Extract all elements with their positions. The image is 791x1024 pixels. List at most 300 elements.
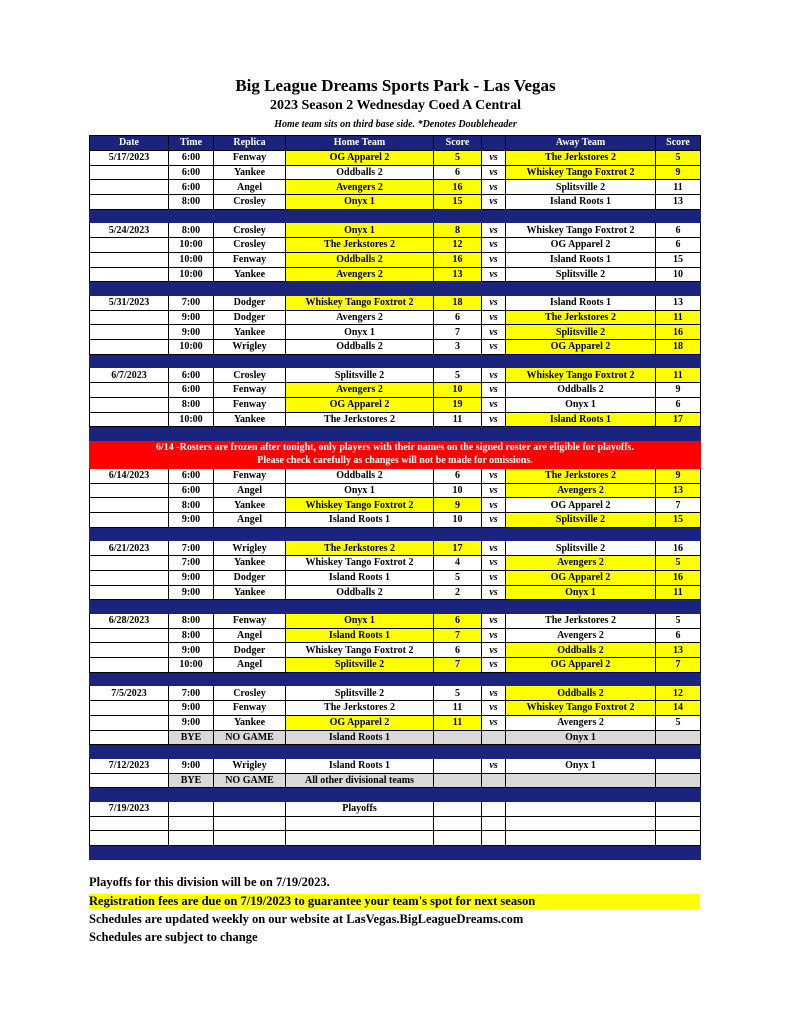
column-header: Replica [214,136,286,151]
game-row [90,801,701,816]
game-date: 7/19/2023 [90,801,169,816]
home-team: The Jerkstores 2 [286,541,434,556]
home-score: 15 [434,195,482,210]
game-date [90,397,169,412]
versus-label: vs [482,412,506,427]
away-team: Onyx 1 [506,730,656,745]
versus-label [482,831,506,846]
versus-label: vs [482,325,506,340]
game-time: 8:00 [169,628,214,643]
roster-notice-line: 6/14 -Rosters are frozen after tonight, only players with their names on the signed roster are eligible for playoffs. [156,442,634,454]
game-time: 9:00 [169,643,214,658]
home-score: 10 [434,513,482,528]
home-team: Avengers 2 [286,383,434,398]
game-row [90,223,701,238]
away-team: OG Apparel 2 [506,340,656,355]
home-team: Oddballs 2 [286,585,434,600]
away-team: Splitsville 2 [506,513,656,528]
home-team: OG Apparel 2 [286,150,434,165]
game-time: 10:00 [169,252,214,267]
home-team: Oddballs 2 [286,165,434,180]
separator-cell [90,354,701,368]
game-time: 10:00 [169,658,214,673]
game-field: Crosley [214,686,286,701]
away-team: Onyx 1 [506,585,656,600]
versus-label: vs [482,310,506,325]
home-team: Playoffs [286,801,434,816]
game-field: Crosley [214,238,286,253]
separator-cell [90,672,701,686]
home-score: 7 [434,325,482,340]
game-date: 6/7/2023 [90,368,169,383]
home-team: Avengers 2 [286,180,434,195]
game-date [90,498,169,513]
home-team: Avengers 2 [286,310,434,325]
game-time: 7:00 [169,295,214,310]
game-field [214,831,286,846]
versus-label [482,773,506,788]
home-score: 10 [434,383,482,398]
game-time: 8:00 [169,195,214,210]
game-field: Fenway [214,468,286,483]
game-row [90,816,701,831]
game-date: 5/31/2023 [90,295,169,310]
bye-row [90,730,701,745]
game-row [90,412,701,427]
game-field: Dodger [214,643,286,658]
away-score: 14 [656,701,701,716]
away-team: The Jerkstores 2 [506,468,656,483]
game-time: 8:00 [169,613,214,628]
game-row [90,340,701,355]
game-date [90,701,169,716]
away-team: Avengers 2 [506,628,656,643]
away-score [656,831,701,846]
away-score: 5 [656,556,701,571]
game-field: Yankee [214,585,286,600]
versus-label: vs [482,195,506,210]
schedule-body [90,150,701,859]
versus-label: vs [482,150,506,165]
week-separator [90,427,701,441]
versus-label: vs [482,643,506,658]
away-score: 15 [656,252,701,267]
roster-notice [90,440,701,468]
game-field: Yankee [214,267,286,282]
game-row [90,831,701,846]
game-field: Wrigley [214,541,286,556]
column-header: Score [656,136,701,151]
away-score: 6 [656,628,701,643]
away-team: OG Apparel 2 [506,498,656,513]
game-row [90,165,701,180]
game-row [90,468,701,483]
table-header-row [90,136,701,151]
footer-registration-note: Registration fees are due on 7/19/2023 to guarantee your team's spot for next season [89,894,700,909]
home-score: 6 [434,165,482,180]
game-date [90,773,169,788]
away-team: Oddballs 2 [506,686,656,701]
game-row [90,570,701,585]
away-team: Splitsville 2 [506,325,656,340]
game-date: 5/24/2023 [90,223,169,238]
home-team [286,816,434,831]
game-date [90,556,169,571]
home-team: Onyx 1 [286,223,434,238]
game-date [90,816,169,831]
home-score: 11 [434,715,482,730]
footer-website-note: Schedules are updated weekly on our website at LasVegas.BigLeagueDreams.com [89,912,524,926]
away-score: 15 [656,513,701,528]
game-date [90,325,169,340]
game-field [214,801,286,816]
away-team: Whiskey Tango Foxtrot 2 [506,165,656,180]
home-score: 6 [434,468,482,483]
versus-label: vs [482,483,506,498]
game-field: NO GAME [214,773,286,788]
game-date: 6/21/2023 [90,541,169,556]
column-header: Away Team [506,136,656,151]
page-title: Big League Dreams Sports Park - Las Vegas [235,76,556,95]
home-team: OG Apparel 2 [286,397,434,412]
separator-cell [90,427,701,441]
away-score: 6 [656,223,701,238]
versus-label: vs [482,613,506,628]
game-field: Angel [214,658,286,673]
away-score [656,816,701,831]
game-time: 6:00 [169,383,214,398]
versus-label: vs [482,556,506,571]
week-separator [90,282,701,296]
home-team [286,831,434,846]
game-time: 8:00 [169,397,214,412]
game-time: 9:00 [169,715,214,730]
home-team: Whiskey Tango Foxtrot 2 [286,295,434,310]
home-team: Whiskey Tango Foxtrot 2 [286,643,434,658]
game-date: 5/17/2023 [90,150,169,165]
versus-label: vs [482,570,506,585]
away-team: Splitsville 2 [506,267,656,282]
game-time: 6:00 [169,368,214,383]
away-score: 11 [656,310,701,325]
week-separator [90,209,701,223]
away-score: 16 [656,541,701,556]
game-time [169,831,214,846]
game-row [90,715,701,730]
away-score [656,801,701,816]
game-date [90,643,169,658]
game-field: Angel [214,628,286,643]
game-field: Fenway [214,397,286,412]
game-date [90,310,169,325]
home-score: 10 [434,483,482,498]
versus-label: vs [482,701,506,716]
game-time: 9:00 [169,310,214,325]
game-row [90,701,701,716]
game-date [90,831,169,846]
versus-label: vs [482,468,506,483]
home-score [434,773,482,788]
separator-cell [90,600,701,614]
home-score: 4 [434,556,482,571]
game-time: 6:00 [169,483,214,498]
roster-notice-text [90,440,701,468]
game-row [90,658,701,673]
home-score: 5 [434,686,482,701]
game-time: BYE [169,730,214,745]
week-separator [90,745,701,759]
home-team: Onyx 1 [286,483,434,498]
game-field: Fenway [214,252,286,267]
away-team: Whiskey Tango Foxtrot 2 [506,368,656,383]
home-score: 5 [434,368,482,383]
away-score: 13 [656,295,701,310]
game-row [90,267,701,282]
game-field [214,816,286,831]
game-time: 9:00 [169,513,214,528]
home-score: 18 [434,295,482,310]
home-team: Whiskey Tango Foxtrot 2 [286,556,434,571]
away-team: OG Apparel 2 [506,238,656,253]
game-row [90,252,701,267]
away-score: 16 [656,570,701,585]
home-team: Splitsville 2 [286,658,434,673]
game-time: 8:00 [169,498,214,513]
home-team: Splitsville 2 [286,686,434,701]
game-field: Yankee [214,165,286,180]
game-field: Yankee [214,715,286,730]
home-score: 12 [434,238,482,253]
separator-cell [90,788,701,802]
game-date [90,628,169,643]
page-subtitle: 2023 Season 2 Wednesday Coed A Central [270,98,521,113]
game-date [90,165,169,180]
versus-label [482,730,506,745]
game-row [90,686,701,701]
away-score: 7 [656,658,701,673]
game-time: 10:00 [169,267,214,282]
home-team: Onyx 1 [286,325,434,340]
away-team: The Jerkstores 2 [506,613,656,628]
home-team: Island Roots 1 [286,628,434,643]
versus-label: vs [482,686,506,701]
home-score: 16 [434,252,482,267]
away-score: 5 [656,150,701,165]
away-team: OG Apparel 2 [506,570,656,585]
game-date [90,412,169,427]
home-score: 11 [434,701,482,716]
away-score: 9 [656,468,701,483]
away-score: 6 [656,397,701,412]
away-team: Splitsville 2 [506,541,656,556]
game-date: 7/5/2023 [90,686,169,701]
game-time: 8:00 [169,223,214,238]
game-field: Yankee [214,325,286,340]
game-time: 10:00 [169,340,214,355]
home-score: 9 [434,498,482,513]
game-field: Crosley [214,223,286,238]
game-row [90,556,701,571]
home-team: Island Roots 1 [286,730,434,745]
away-score: 7 [656,498,701,513]
game-date [90,585,169,600]
game-time: 9:00 [169,570,214,585]
home-score: 17 [434,541,482,556]
home-score [434,801,482,816]
game-row [90,541,701,556]
game-field: NO GAME [214,730,286,745]
versus-label: vs [482,180,506,195]
away-score: 13 [656,483,701,498]
game-row [90,758,701,773]
away-score: 13 [656,643,701,658]
roster-notice-line: Please check carefully as changes will not be made for omissions. [257,455,533,467]
away-team: Onyx 1 [506,758,656,773]
separator-cell [90,846,701,860]
game-field: Wrigley [214,758,286,773]
home-score: 5 [434,570,482,585]
game-time [169,816,214,831]
versus-label: vs [482,252,506,267]
game-row [90,383,701,398]
versus-label: vs [482,267,506,282]
away-team [506,831,656,846]
home-score: 11 [434,412,482,427]
game-row [90,397,701,412]
game-time: 9:00 [169,701,214,716]
column-header [482,136,506,151]
home-score [434,816,482,831]
home-team: Island Roots 1 [286,758,434,773]
game-field: Angel [214,180,286,195]
game-date [90,340,169,355]
game-date [90,267,169,282]
game-date [90,238,169,253]
home-score: 6 [434,310,482,325]
footer-change-note: Schedules are subject to change [89,930,258,944]
page-note: Home team sits on third base side. *Denotes Doubleheader [274,119,517,130]
game-date [90,180,169,195]
versus-label: vs [482,758,506,773]
game-row [90,195,701,210]
away-score: 13 [656,195,701,210]
game-field: Angel [214,483,286,498]
game-field: Fenway [214,701,286,716]
versus-label: vs [482,238,506,253]
separator-cell [90,527,701,541]
versus-label: vs [482,585,506,600]
home-score: 13 [434,267,482,282]
game-row [90,310,701,325]
schedule-table [89,135,701,860]
away-team [506,773,656,788]
game-date [90,483,169,498]
week-separator [90,846,701,860]
game-row [90,643,701,658]
game-row [90,498,701,513]
versus-label: vs [482,340,506,355]
home-team: The Jerkstores 2 [286,238,434,253]
away-team: Splitsville 2 [506,180,656,195]
versus-label [482,801,506,816]
home-team: The Jerkstores 2 [286,412,434,427]
away-score: 11 [656,585,701,600]
week-separator [90,788,701,802]
home-score: 16 [434,180,482,195]
game-date [90,252,169,267]
away-score [656,758,701,773]
home-team: The Jerkstores 2 [286,701,434,716]
versus-label: vs [482,368,506,383]
away-score: 10 [656,267,701,282]
game-date: 6/28/2023 [90,613,169,628]
away-team: Island Roots 1 [506,252,656,267]
away-score: 11 [656,180,701,195]
home-score: 5 [434,150,482,165]
game-time: 6:00 [169,180,214,195]
game-field: Dodger [214,310,286,325]
away-team: Whiskey Tango Foxtrot 2 [506,223,656,238]
away-score: 9 [656,165,701,180]
game-row [90,513,701,528]
versus-label: vs [482,383,506,398]
game-time: 6:00 [169,165,214,180]
versus-label: vs [482,541,506,556]
home-team: OG Apparel 2 [286,715,434,730]
home-team: Onyx 1 [286,613,434,628]
game-field: Crosley [214,195,286,210]
game-time: 9:00 [169,325,214,340]
home-team: Avengers 2 [286,267,434,282]
home-score: 19 [434,397,482,412]
away-team [506,801,656,816]
home-team: Oddballs 2 [286,252,434,267]
game-date: 6/14/2023 [90,468,169,483]
versus-label: vs [482,295,506,310]
game-date [90,513,169,528]
versus-label: vs [482,397,506,412]
home-score: 6 [434,613,482,628]
away-team: Onyx 1 [506,397,656,412]
home-team: All other divisional teams [286,773,434,788]
game-time: 6:00 [169,468,214,483]
separator-cell [90,282,701,296]
separator-cell [90,745,701,759]
home-score: 6 [434,643,482,658]
away-score [656,730,701,745]
game-field: Angel [214,513,286,528]
away-team: Avengers 2 [506,715,656,730]
away-team: OG Apparel 2 [506,658,656,673]
home-score [434,730,482,745]
home-score: 3 [434,340,482,355]
footer-playoffs-note: Playoffs for this division will be on 7/19/2023. [89,875,330,889]
away-score: 16 [656,325,701,340]
game-time: 7:00 [169,686,214,701]
home-team: Onyx 1 [286,195,434,210]
away-team: Island Roots 1 [506,295,656,310]
away-team: Oddballs 2 [506,383,656,398]
game-row [90,238,701,253]
versus-label: vs [482,658,506,673]
home-score [434,758,482,773]
game-date [90,195,169,210]
separator-cell [90,209,701,223]
game-date [90,383,169,398]
home-score [434,831,482,846]
away-score: 18 [656,340,701,355]
home-team: Oddballs 2 [286,340,434,355]
